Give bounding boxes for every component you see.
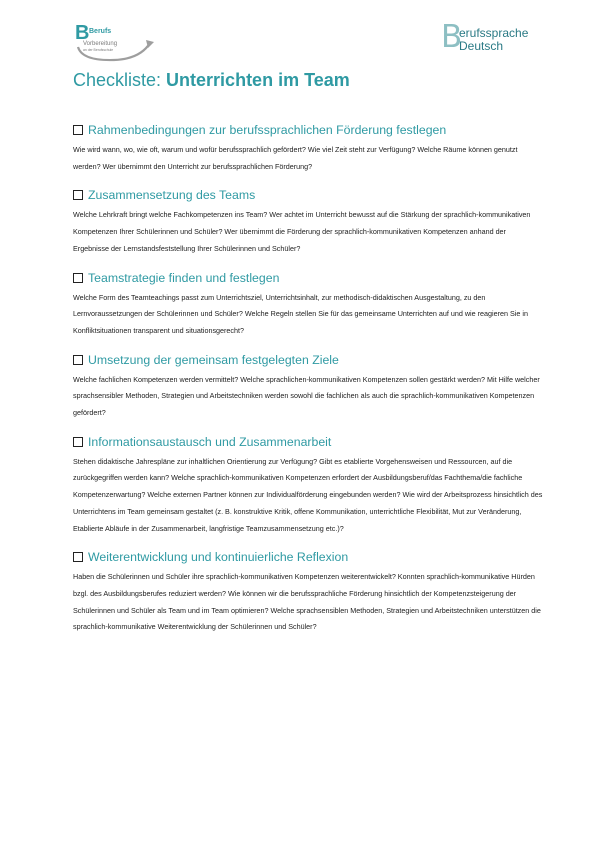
section-heading-text: Teamstrategie finden und festlegen [88, 270, 280, 285]
checkbox-icon[interactable] [73, 355, 83, 365]
logo-right-line2: Deutsch [459, 39, 504, 53]
section-text: Welche Form des Teamteachings passt zum Unterrichtsziel, Unterrichtsinhalt, zur methodisch-didaktischen Ausgestaltung, zu den Lernvoraussetzungen der Schülerinnen und Schüler? Welche Regeln stellen Sie für das gemeinsame Unterrichten auf und wie reagieren Sie in Konfliktsituationen transparent und situationsgerecht? [73, 292, 528, 335]
section-text: Haben die Schülerinnen und Schüler ihre sprachlich-kommunikativen Kompetenzen weiterentwickelt? Konnten sprachlich-kommunikative Hürden bzgl. des Ausbildungsberufes reduziert werden? Wie können wir die berufssprachliche Förderung hinsichtlich der Kompetenzsteigerung der Schülerinnen und Schüler als Team und im Team optimieren? Welche sprachsensiblen Methoden, Strategien und Arbeitstechniken unterstützen die sprachlich-kommunikative Weiterentwicklung der Schülerinnen und Schüler? [73, 572, 541, 632]
page-title-prefix: Checkliste: [73, 70, 167, 90]
checkbox-icon[interactable] [73, 552, 83, 562]
page-title-main: Unterrichten im Team [166, 70, 350, 90]
section-heading-text: Umsetzung der gemeinsam festgelegten Ziele [88, 352, 339, 367]
checklist-section [73, 187, 543, 257]
section-heading [73, 122, 543, 138]
checklist-section [73, 352, 543, 422]
berufssprache-deutsch-logo [441, 19, 541, 62]
section-heading [73, 187, 543, 203]
section-text: Welche fachlichen Kompetenzen werden vermittelt? Welche sprachlichen-kommunikativen Kompetenzen sollen gestärkt werden? Mit Hilfe welcher sprachsensibler Methoden, Strategien und Arbeitstechniken werden sowohl die fachlichen als auch die sprachlich-kommunikativen Kompetenzen gefördert? [73, 374, 540, 418]
logo-right-line1: erufssprache [459, 26, 529, 40]
logo-left-line1: Berufs [89, 28, 112, 35]
logo-right-letter: B [441, 19, 463, 55]
section-heading-text: Zusammensetzung des Teams [88, 188, 256, 203]
section-heading-text: Rahmenbedingungen zur berufssprachlichen Förderung festlegen [88, 123, 447, 137]
checkbox-icon[interactable] [73, 437, 83, 447]
checklist-section [73, 122, 543, 175]
checkbox-icon[interactable] [73, 125, 83, 135]
berufsvorbereitung-logo [74, 20, 158, 64]
checkbox-icon[interactable] [73, 273, 83, 283]
section-heading-text: Weiterentwicklung und kontinuierliche Reflexion [88, 550, 349, 565]
checklist-section [73, 270, 543, 340]
section-text: Welche Lehrkraft bringt welche Fachkompetenzen ins Team? Wer achtet im Unterricht bewusst auf die Stärkung der sprachlich-kommunikativen Kompetenzen Ihrer Schülerinnen und Schüler? Wer übernimmt die Förderung der sprachlich-kommunikativen Kompetenzen anhand der Ergebnisse der Lernstandsfeststellung Ihrer Schülerinnen und Schüler? [73, 210, 531, 253]
checklist-section [73, 549, 543, 636]
section-heading [73, 270, 543, 286]
logo-left-line2: Vorbereitung [83, 41, 118, 47]
section-text: Wie wird wann, wo, wie oft, warum und wofür berufssprachlich gefördert? Wie viel Zeit steht zur Verfügung? Welche Räume können genutzt werden? Wer übernimmt den Unterricht zur berufssprachlichen Förderung? [73, 145, 518, 171]
page-title [73, 70, 350, 91]
checklist [73, 122, 543, 648]
section-heading [73, 549, 543, 565]
section-heading-text: Informationsaustausch und Zusammenarbeit [88, 434, 332, 449]
berufsvorbereitung-logo-graphic [74, 20, 158, 64]
logo-left-line3: an der Berufsschule [83, 48, 114, 52]
checklist-section [73, 434, 543, 538]
section-heading [73, 434, 543, 450]
svg-text:B: B [75, 22, 90, 44]
section-text: Stehen didaktische Jahrespläne zur inhaltlichen Orientierung zur Verfügung? Gibt es etablierte Vorgehensweisen und Ressourcen, auf die zurückgegriffen werden kann? Welche sprachlich-kommunikativen Kompetenzen erfordert der Ausbildungsberuf/das Fachthema/die fachliche Kompetenzerwartung? Welche externen Partner können zur Individualförderung eingebunden werden? Wie wird der Arbeitsprozess hinsichtlich des Unterrichtens im Team gemeinsam gestaltet (z. B. konstruktive Kritik, offene Kommunikation, unterrichtliche Flexibilität, Mut zur Veränderung, Etablierte Abläufe in der Zusammenarbeit, langfristige Teamzusammensetzung etc.)? [73, 456, 543, 533]
checkbox-icon[interactable] [73, 190, 83, 200]
section-heading [73, 352, 543, 368]
